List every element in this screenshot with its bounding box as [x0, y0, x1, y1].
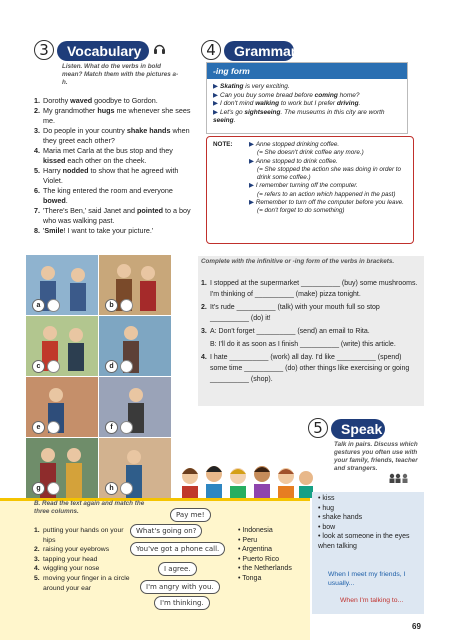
matching-text: raising your eyebrows	[43, 546, 110, 554]
grammar-bold: walking	[255, 100, 280, 107]
picture-letter: h	[105, 482, 118, 495]
answer-circle	[120, 421, 133, 434]
matching-text: moving your finger in a circle around your ear	[43, 574, 130, 592]
exercise-text: It's rude __________ (talk) with your mouth full so stop __________ (do) it!	[210, 304, 380, 322]
vocab-instruction: Listen. What do the verbs in bold mean? Match them with the pictures a-h.	[62, 63, 179, 86]
section-number-5: 5	[308, 418, 328, 438]
speak-bullets	[318, 494, 422, 551]
matching-item	[34, 555, 130, 565]
speak-bullet: • look at someone in the eyes when talking	[318, 533, 410, 550]
triangle-icon: ▶	[249, 157, 254, 165]
answer-circle	[47, 482, 60, 495]
vocab-bold-verb: nodded	[62, 166, 89, 175]
country-list	[238, 526, 310, 583]
triangle-icon: ▶	[249, 141, 254, 148]
exercise-instruction: Complete with the infinitive or -ing form of the verbs in brackets.	[201, 258, 395, 265]
grammar-example: ▶ Can you buy some bread before coming home?	[213, 91, 360, 99]
note-item: ▶ Anne stopped drinking coffee.	[249, 141, 340, 148]
speech-bubble: You've got a phone call.	[130, 542, 225, 556]
pair-work-icon	[388, 470, 410, 480]
triangle-icon: ▶	[249, 199, 254, 207]
note-explanation: (= She doesn't drink coffee any more.)	[257, 149, 364, 157]
exercise-text: B: I'll do it as soon as I finish __________ (write) this article.	[210, 341, 396, 348]
grammar-bold: coming	[314, 91, 338, 99]
note-item: ▶ Remember to turn off the computer before you leave.	[249, 199, 404, 207]
photo-letters	[26, 255, 171, 507]
vocab-item	[34, 186, 194, 206]
vocab-bold-verb: shake hands	[126, 126, 171, 135]
vocab-item	[34, 96, 194, 106]
section-number-3: 3	[34, 40, 54, 60]
vocab-item-text: Dorothy waved goodbye to Gordon.	[43, 96, 158, 105]
speak-prompt-2: When I'm talking to...	[340, 597, 404, 604]
grammar-examples	[207, 79, 407, 130]
matching-text: putting your hands on your hips	[43, 527, 124, 544]
vocab-item-text: 'Smile! I want to take your picture.'	[43, 226, 154, 235]
matching-col1	[34, 526, 130, 593]
vocab-title: Vocabulary	[57, 41, 149, 61]
exercise-number: 1.	[201, 280, 207, 287]
vocab-item-number: 4.	[34, 146, 40, 155]
speech-bubbles	[128, 500, 238, 610]
exercise-item	[201, 339, 419, 350]
grammar-title: Grammar	[224, 41, 294, 61]
vocab-item-number: 2.	[34, 106, 40, 115]
answer-circle	[47, 360, 60, 373]
note-explanation: (= refers to an action which happened in the past)	[257, 190, 396, 198]
country-item: • Argentina	[238, 546, 272, 553]
speak-bullet: • bow	[318, 523, 336, 531]
speak-instruction: Talk in pairs. Discuss which gestures you often use with your family, friends, teacher and strangers.	[334, 441, 418, 472]
matching-number: 1.	[34, 527, 40, 534]
answer-circle	[47, 299, 60, 312]
grammar-example: ▶ Skating is very exciting.	[213, 83, 290, 90]
vocab-bold-verb: bowed	[43, 196, 66, 205]
vocab-item-number: 8.	[34, 226, 40, 235]
exercise-item	[201, 352, 419, 385]
exercise-item	[201, 302, 419, 324]
grammar-box	[206, 62, 408, 134]
vocab-item-number: 5.	[34, 166, 40, 175]
country-item: • Indonesia	[238, 527, 273, 534]
exercise-list	[201, 278, 419, 387]
vocab-item-text: Harry nodded to show that he agreed with Violet.	[43, 166, 179, 185]
answer-circle	[47, 421, 60, 434]
speak-prompt-1: When I meet my friends, I usually...	[328, 571, 406, 587]
answer-circle	[120, 360, 133, 373]
people-illustration	[176, 458, 316, 498]
vocab-item-text: 'There's Ben,' said Janet and pointed to a boy who was walking past.	[43, 206, 191, 225]
grammar-box-heading: -ing form	[207, 63, 407, 79]
picture-letter: f	[105, 421, 118, 434]
triangle-icon: ▶	[213, 83, 218, 90]
grammar-note	[206, 136, 414, 244]
vocab-item-number: 7.	[34, 206, 40, 215]
speak-bullet: • shake hands	[318, 514, 363, 521]
vocab-item-text: Maria met Carla at the bus stop and they kissed each other on the cheek.	[43, 146, 173, 165]
grammar-example: ▶ I don't mind walking to work but I prefer driving.	[213, 100, 361, 107]
vocab-item-number: 3.	[34, 126, 40, 135]
note-explanation: (= She stopped the action she was doing in order to drink some coffee.)	[257, 165, 402, 182]
note-item: ▶ I remember turning off the computer.	[249, 182, 358, 190]
vocab-item	[34, 226, 194, 236]
section-number-4: 4	[201, 40, 221, 60]
picture-letter: a	[32, 299, 45, 312]
speech-bubble: Pay me!	[170, 508, 211, 522]
speech-bubble: I agree.	[158, 562, 197, 576]
matching-number: 4.	[34, 565, 40, 573]
matching-text: tapping your head	[43, 555, 98, 563]
exercise-item	[201, 278, 419, 300]
exercise-text: I stopped at the supermarket __________ (buy) some mushrooms. I'm thinking of __________ (make) pizza tonight.	[210, 280, 418, 298]
speech-bubble: I'm thinking.	[154, 596, 210, 610]
picture-letter: g	[32, 482, 45, 495]
vocab-item-number: 6.	[34, 186, 40, 195]
vocab-item-text: The king entered the room and everyone bowed.	[43, 186, 173, 205]
grammar-bold: driving	[336, 100, 359, 107]
exercise-text: A: Don't forget __________ (send) an email to Rita.	[210, 328, 370, 335]
matching-instruction: B. Read the text again and match the three columns.	[34, 500, 145, 515]
vocab-item-text: My grandmother hugs me whenever she sees me.	[43, 106, 191, 125]
speech-bubble: What's going on?	[130, 524, 202, 538]
matching-number: 5.	[34, 574, 40, 582]
vocab-bold-verb: kissed	[43, 156, 66, 165]
note-explanation: (= don't forget to do something)	[257, 207, 345, 215]
vocab-item	[34, 146, 194, 166]
country-item: • the Netherlands	[238, 565, 292, 572]
note-label: NOTE:	[213, 141, 233, 148]
exercise-number: 4.	[201, 354, 207, 361]
matching-item	[34, 526, 130, 545]
picture-letter: e	[32, 421, 45, 434]
matching-item	[34, 545, 130, 555]
grammar-bold: seeing	[213, 117, 234, 124]
country-item: • Peru	[238, 536, 258, 544]
vocab-item	[34, 206, 194, 226]
vocab-bold-verb: waved	[70, 96, 93, 105]
triangle-icon: ▶	[249, 182, 254, 190]
matching-text: wiggling your nose	[43, 565, 100, 573]
exercise-number: 2.	[201, 304, 207, 311]
speak-title: Speak	[331, 419, 385, 439]
picture-letter: c	[32, 360, 45, 373]
speech-bubble: I'm angry with you.	[140, 580, 220, 594]
exercise-number: 3.	[201, 328, 207, 335]
vocab-item	[34, 126, 194, 146]
vocab-item-number: 1.	[34, 96, 40, 105]
grammar-example: ▶ Let's go sightseeing. The museums in this city are worth seeing.	[213, 108, 385, 124]
answer-circle	[120, 482, 133, 495]
speak-bullet: • kiss	[318, 495, 335, 502]
exercise-item	[201, 326, 419, 337]
vocab-list	[34, 96, 194, 236]
grammar-bold: Skating	[220, 83, 244, 90]
exercise-number	[201, 339, 210, 350]
headphones-icon[interactable]	[153, 42, 166, 55]
vocab-bold-verb: hugs	[97, 106, 115, 115]
triangle-icon: ▶	[213, 91, 218, 99]
speak-bullet: • hug	[318, 504, 335, 512]
vocab-bold-verb: pointed	[137, 206, 163, 215]
vocab-item	[34, 166, 194, 186]
triangle-icon: ▶	[213, 108, 218, 116]
triangle-icon: ▶	[213, 100, 218, 107]
vocab-item	[34, 106, 194, 126]
vocab-bold-verb: Smile	[44, 226, 64, 235]
country-item: • Puerto Rico	[238, 555, 279, 563]
matching-number: 2.	[34, 546, 40, 554]
picture-letter: b	[105, 299, 118, 312]
note-item: ▶ Anne stopped to drink coffee.	[249, 157, 338, 165]
note-list	[249, 141, 407, 216]
exercise-text: I hate __________ (work) all day. I'd like __________ (spend) some time __________ (do) other things like exercising or going __________ (shop).	[210, 354, 410, 383]
matching-item	[34, 564, 130, 574]
matching-number: 3.	[34, 555, 40, 563]
answer-circle	[120, 299, 133, 312]
grammar-bold: sightseeing	[244, 108, 281, 116]
matching-item	[34, 574, 130, 593]
page-number: 69	[412, 622, 421, 631]
picture-letter: d	[105, 360, 118, 373]
country-item: • Tonga	[238, 574, 262, 582]
vocab-item-text: Do people in your country shake hands when they greet each other?	[43, 126, 190, 145]
